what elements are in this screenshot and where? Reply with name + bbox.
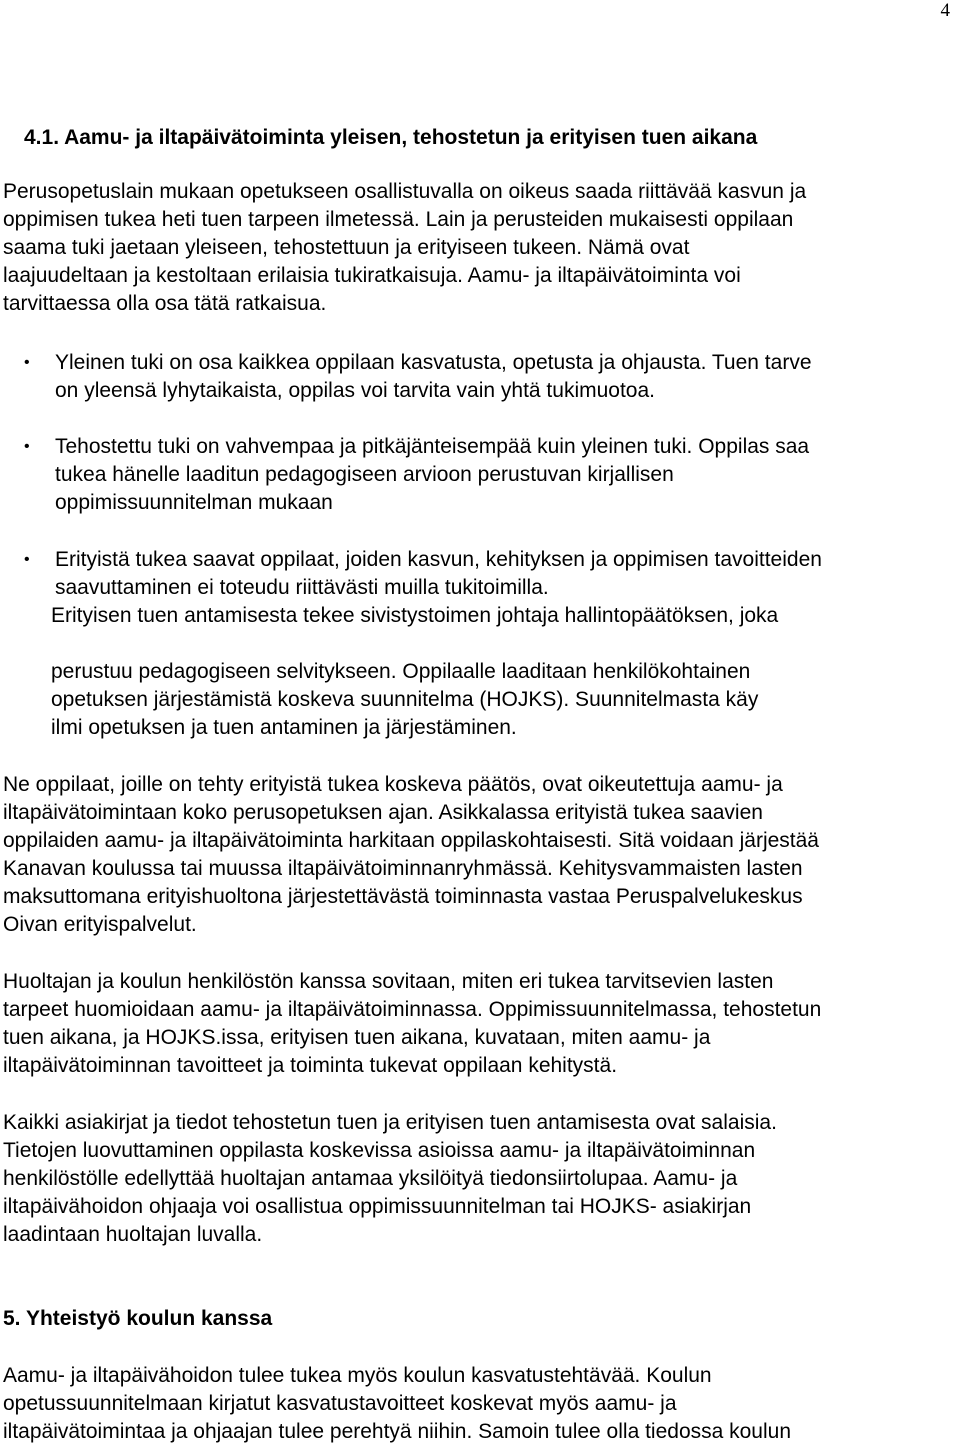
section-heading-4-1: 4.1. Aamu- ja iltapäivätoiminta yleisen, tehostetun ja erityisen tuen aikana <box>24 126 758 149</box>
text-line: opetuksen järjestämistä koskeva suunnitelma (HOJKS). Suunnitelmasta käy <box>51 688 759 711</box>
text-line: Erityisen tuen antamisesta tekee sivistystoimen johtaja hallintopäätöksen, joka <box>51 604 779 627</box>
rights-paragraph <box>3 771 819 939</box>
section-heading-5: 5. Yhteistyö koulun kanssa <box>3 1307 273 1330</box>
text-line: oppilaiden aamu- ja iltapäivätoiminta harkitaan oppilaskohtaisesti. Sitä voidaan järjestää <box>3 829 819 852</box>
text-line: iltapäivähoidon ohjaaja voi osallistua oppimissuunnitelman tai HOJKS- asiakirjan <box>3 1195 752 1218</box>
text-line: iltapäivätoimintaan koko perusopetuksen ajan. Asikkalassa erityistä tukea saavien <box>3 801 763 824</box>
intro-paragraph <box>3 178 806 318</box>
text-line: tuen aikana, ja HOJKS.issa, erityisen tuen aikana, kuvataan, miten aamu- ja <box>3 1026 711 1049</box>
text-line: tukea hänelle laaditun pedagogiseen arvioon perustuvan kirjallisen <box>55 463 674 486</box>
text-line: Yleinen tuki on osa kaikkea oppilaan kasvatusta, opetusta ja ohjausta. Tuen tarve <box>55 351 812 374</box>
confidentiality-paragraph <box>3 1109 777 1249</box>
bullet-item-general-support <box>55 349 812 405</box>
text-line: tarvittaessa olla osa tätä ratkaisua. <box>3 292 327 315</box>
text-line: Kanavan koulussa tai muussa iltapäivätoiminnanryhmässä. Kehitysvammaisten lasten <box>3 857 803 880</box>
special-support-decision-line <box>51 602 778 630</box>
text-line: perustuu pedagogiseen selvitykseen. Oppilaalle laaditaan henkilökohtainen <box>51 660 751 683</box>
text-line: laajuudeltaan ja kestoltaan erilaisia tukiratkaisuja. Aamu- ja iltapäivätoiminta voi <box>3 264 741 287</box>
text-line: Aamu- ja iltapäivähoidon tulee tukea myös koulun kasvatustehtävää. Koulun <box>3 1364 712 1387</box>
cooperation-paragraph <box>3 1362 791 1446</box>
text-line: tarpeet huomioidaan aamu- ja iltapäivätoiminnassa. Oppimissuunnitelmassa, tehostetun <box>3 998 822 1021</box>
text-line: maksuttomana erityishuoltona järjestettävästä toiminnasta vastaa Peruspalvelukeskus <box>3 885 803 908</box>
text-line: saavuttaminen ei toteudu riittävästi muilla tukitoimilla. <box>55 576 549 599</box>
text-line: oppimisen tukea heti tuen tarpeen ilmetessä. Lain ja perusteiden mukaisesti oppilaan <box>3 208 794 231</box>
text-line: Tehostettu tuki on vahvempaa ja pitkäjänteisempää kuin yleinen tuki. Oppilas saa <box>55 435 810 458</box>
bullet-icon: • <box>24 551 30 568</box>
text-line: opetussuunnitelmaan kirjatut kasvatustavoitteet koskevat myös aamu- ja <box>3 1392 677 1415</box>
page-number: 4 <box>940 0 950 21</box>
text-line: Huoltajan ja koulun henkilöstön kanssa sovitaan, miten eri tukea tarvitsevien lasten <box>3 970 774 993</box>
guardians-paragraph <box>3 968 821 1080</box>
text-line: Kaikki asiakirjat ja tiedot tehostetun tuen ja erityisen tuen antamisesta ovat salaisia. <box>3 1111 777 1134</box>
text-line: on yleensä lyhytaikaista, oppilas voi tarvita vain yhtä tukimuotoa. <box>55 379 655 402</box>
text-line: ilmi opetuksen ja tuen antaminen ja järjestäminen. <box>51 716 517 739</box>
text-line: oppimissuunnitelman mukaan <box>55 491 333 514</box>
text-line: iltapäivätoimintaa ja ohjaajan tulee perehtyä niihin. Samoin tulee olla tiedossa koulun <box>3 1420 792 1443</box>
text-line: saama tuki jaetaan yleiseen, tehostettuun ja erityiseen tukeen. Nämä ovat <box>3 236 690 259</box>
bullet-icon: • <box>24 438 30 455</box>
text-line: Erityistä tukea saavat oppilaat, joiden kasvun, kehityksen ja oppimisen tavoitteiden <box>55 548 822 571</box>
bullet-item-special-support <box>55 546 822 602</box>
special-support-continuation <box>51 658 758 742</box>
bullet-item-intensified-support <box>55 433 809 517</box>
text-line: Ne oppilaat, joille on tehty erityistä tukea koskeva päätös, ovat oikeutettuja aamu- ja <box>3 773 783 796</box>
text-line: henkilöstölle edellyttää huoltajan antamaa yksilöityä tiedonsiirtolupaa. Aamu- ja <box>3 1167 738 1190</box>
text-line: laadintaan huoltajan luvalla. <box>3 1223 263 1246</box>
bullet-icon: • <box>24 354 30 371</box>
text-line: Tietojen luovuttaminen oppilasta koskevissa asioissa aamu- ja iltapäivätoiminnan <box>3 1139 756 1162</box>
text-line: Perusopetuslain mukaan opetukseen osallistuvalla on oikeus saada riittävää kasvun ja <box>3 180 807 203</box>
text-line: Oivan erityispalvelut. <box>3 913 197 936</box>
text-line: iltapäivätoiminnan tavoitteet ja toiminta tukevat oppilaan kehitystä. <box>3 1054 618 1077</box>
